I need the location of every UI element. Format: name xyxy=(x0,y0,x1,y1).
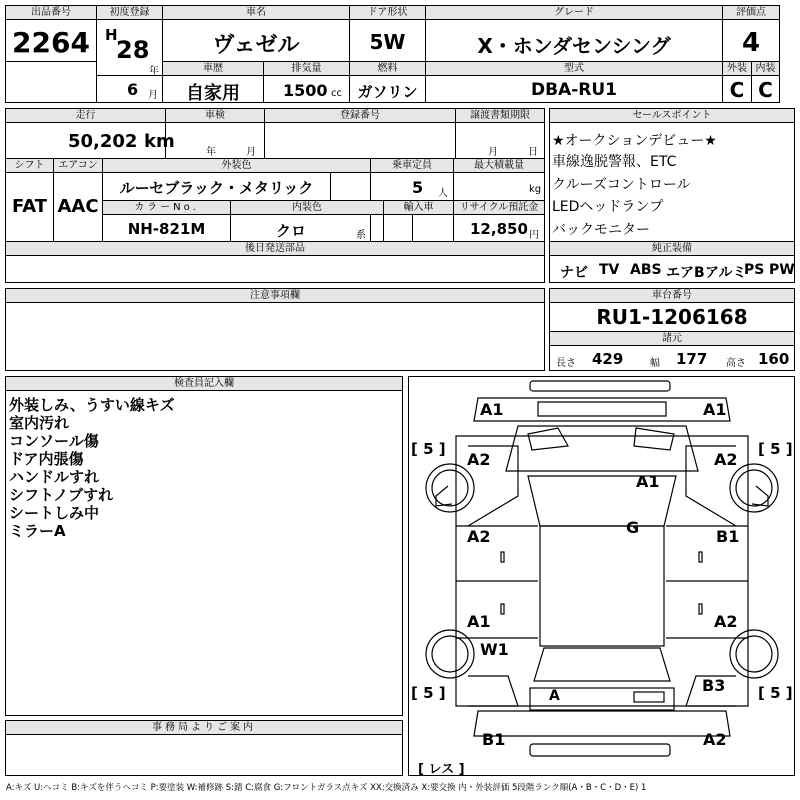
era: H xyxy=(105,26,118,44)
damage-mark-a1: A1 xyxy=(703,400,727,419)
model-code-header: 型式 xyxy=(426,62,722,76)
capacity: 5 xyxy=(412,178,424,197)
aircon: AAC xyxy=(57,196,99,217)
displacement: 1500 xyxy=(283,81,328,100)
damage-mark-a2: A2 xyxy=(467,527,491,546)
chassis-no: RU1-1206168 xyxy=(596,305,748,329)
notes-header: 注意事項欄 xyxy=(6,289,544,303)
inspector-note: 室内汚れ xyxy=(9,414,70,432)
office-header: 事務局よりご案内 xyxy=(6,721,402,735)
equipment-item: PS xyxy=(744,262,765,278)
interior-color-header: 内装色 xyxy=(231,201,383,215)
reg-no-header: 登録番号 xyxy=(265,109,455,123)
damage-mark-a2: A2 xyxy=(714,450,738,469)
equipment-item: エアB xyxy=(666,265,705,281)
specs-header: 諸元 xyxy=(550,332,794,346)
recycle-unit: 円 xyxy=(529,230,539,241)
color-no: NH-821M xyxy=(127,220,206,238)
inspection-month-unit: 月 xyxy=(246,147,256,158)
damage-mark-a1: A1 xyxy=(480,400,504,419)
interior-color-unit: 系 xyxy=(356,230,366,241)
capacity-header: 乗車定員 xyxy=(371,159,453,173)
equipment-item: TV xyxy=(599,262,620,278)
damage-mark-b3: B3 xyxy=(702,676,726,695)
exterior-grade: C xyxy=(729,78,745,102)
damage-mark-a1: A1 xyxy=(467,612,491,631)
tire-depth-rr: [ 5 ] xyxy=(758,684,793,702)
damage-mark-a2: A2 xyxy=(714,612,738,631)
max-load-unit: kg xyxy=(529,184,542,195)
equipment-item: ナビ xyxy=(560,265,588,281)
import-header: 輸入車 xyxy=(384,201,453,215)
sales-point: 車線逸脱警報、ETC xyxy=(552,154,677,170)
chassis-header: 車台番号 xyxy=(550,289,794,303)
sales-points-header: セールスポイント xyxy=(550,109,794,123)
inspector-note: シートしみ中 xyxy=(9,504,100,522)
damage-mark-a: A xyxy=(549,688,560,704)
displacement-header: 排気量 xyxy=(264,62,349,76)
grade-header: グレード xyxy=(426,6,722,20)
damage-mark-a2: A2 xyxy=(467,450,491,469)
history-header: 車歴 xyxy=(163,62,263,76)
score: 4 xyxy=(741,28,761,58)
damage-mark-b1: B1 xyxy=(716,527,740,546)
later-parts-header: 後日発送部品 xyxy=(6,242,544,256)
damage-mark-g: G xyxy=(626,518,640,537)
length-label: 長さ xyxy=(556,358,576,369)
aircon-header: エアコン xyxy=(54,159,102,173)
tire-depth-fl: [ 5 ] xyxy=(411,440,446,458)
color-header: 外装色 xyxy=(103,159,370,173)
door-type: 5W xyxy=(369,30,406,54)
spare-tire: [ レス ] xyxy=(418,762,465,777)
sales-point: LEDヘッドランプ xyxy=(552,199,664,215)
length: 429 xyxy=(592,350,624,368)
displacement-unit: cc xyxy=(331,88,342,99)
fuel-header: 燃料 xyxy=(350,62,425,76)
first-reg-header: 初度登録 xyxy=(97,6,162,20)
transfer-header: 譲渡書類期限 xyxy=(456,109,544,123)
capacity-unit: 人 xyxy=(438,188,448,199)
grade: X・ホンダセンシング xyxy=(477,34,671,58)
lot-no: 2264 xyxy=(12,26,90,59)
damage-mark-w1: W1 xyxy=(480,640,509,659)
history: 自家用 xyxy=(186,83,240,104)
interior-color: クロ xyxy=(275,222,306,240)
inspector-note: コンソール傷 xyxy=(9,432,99,450)
tire-depth-rl: [ 5 ] xyxy=(411,684,446,702)
transfer-month-unit: 月 xyxy=(488,147,498,158)
damage-mark-b1: B1 xyxy=(482,730,506,749)
month-unit: 月 xyxy=(148,90,158,101)
color-no-header: カラーNo. xyxy=(103,201,230,215)
inspection-header: 車検 xyxy=(166,109,264,123)
recycle-header: リサイクル預託金 xyxy=(454,201,544,215)
reg-month: 6 xyxy=(127,80,139,99)
car-diagram xyxy=(408,376,795,776)
car-name-header: 車名 xyxy=(163,6,349,20)
model-code: DBA-RU1 xyxy=(530,80,617,100)
interior-grade: C xyxy=(758,78,773,102)
score-header: 評価点 xyxy=(723,6,779,20)
exterior-header: 外装 xyxy=(723,62,751,76)
equipment-item: アルミ xyxy=(705,265,747,281)
equipment-item: ABS xyxy=(630,262,662,278)
inspector-note: ドア内張傷 xyxy=(9,450,84,468)
inspector-header: 検査員記入欄 xyxy=(6,377,402,391)
sales-point: バックモニター xyxy=(552,222,650,238)
inspector-note: ハンドルすれ xyxy=(9,468,100,486)
width-label: 幅 xyxy=(650,358,660,369)
color: ルーセブラック・メタリック xyxy=(119,179,314,197)
equipment-item: PW xyxy=(769,262,795,278)
inspector-note: ミラーA xyxy=(9,522,66,540)
mileage: 50,202 xyxy=(68,131,138,152)
legend: A:キズ U:ヘコミ B:キズを伴うヘコミ P:要塗装 W:補修跡 S:錆 C:腐食 G:フロントガラス点キズ XX:交換済み X:要交換 内・外装評価 5段階ランク順(A・B・C・D・E) 1 xyxy=(6,783,647,793)
mileage-header: 走行 xyxy=(6,109,165,123)
inspection-year-unit: 年 xyxy=(206,147,216,158)
width: 177 xyxy=(676,350,708,368)
max-load-header: 最大積載量 xyxy=(454,159,544,173)
tire-depth-fr: [ 5 ] xyxy=(758,440,793,458)
sales-point: ★オークションデビュー★ xyxy=(552,133,717,149)
transfer-day-unit: 日 xyxy=(528,147,538,158)
inspector-note: シフトノブすれ xyxy=(9,486,114,504)
year-unit: 年 xyxy=(149,66,159,77)
fuel: ガソリン xyxy=(357,83,418,101)
door-header: ドア形状 xyxy=(350,6,425,20)
shift-header: シフト xyxy=(6,159,53,173)
mileage-unit: km xyxy=(144,131,175,152)
lot-no-header: 出品番号 xyxy=(6,6,96,20)
height-label: 高さ xyxy=(726,358,746,369)
damage-mark-a2: A2 xyxy=(703,730,727,749)
inspector-note: 外装しみ、うすい線キズ xyxy=(9,396,175,414)
height: 160 xyxy=(758,350,790,368)
interior-header: 内装 xyxy=(752,62,779,76)
car-name: ヴェゼル xyxy=(212,33,300,58)
reg-year: 28 xyxy=(116,36,150,64)
damage-mark-a1: A1 xyxy=(636,472,660,491)
sales-point: クルーズコントロール xyxy=(552,177,691,193)
shift: FAT xyxy=(11,196,48,217)
genuine-equipment-header: 純正装備 xyxy=(550,242,794,256)
recycle: 12,850 xyxy=(470,220,528,238)
